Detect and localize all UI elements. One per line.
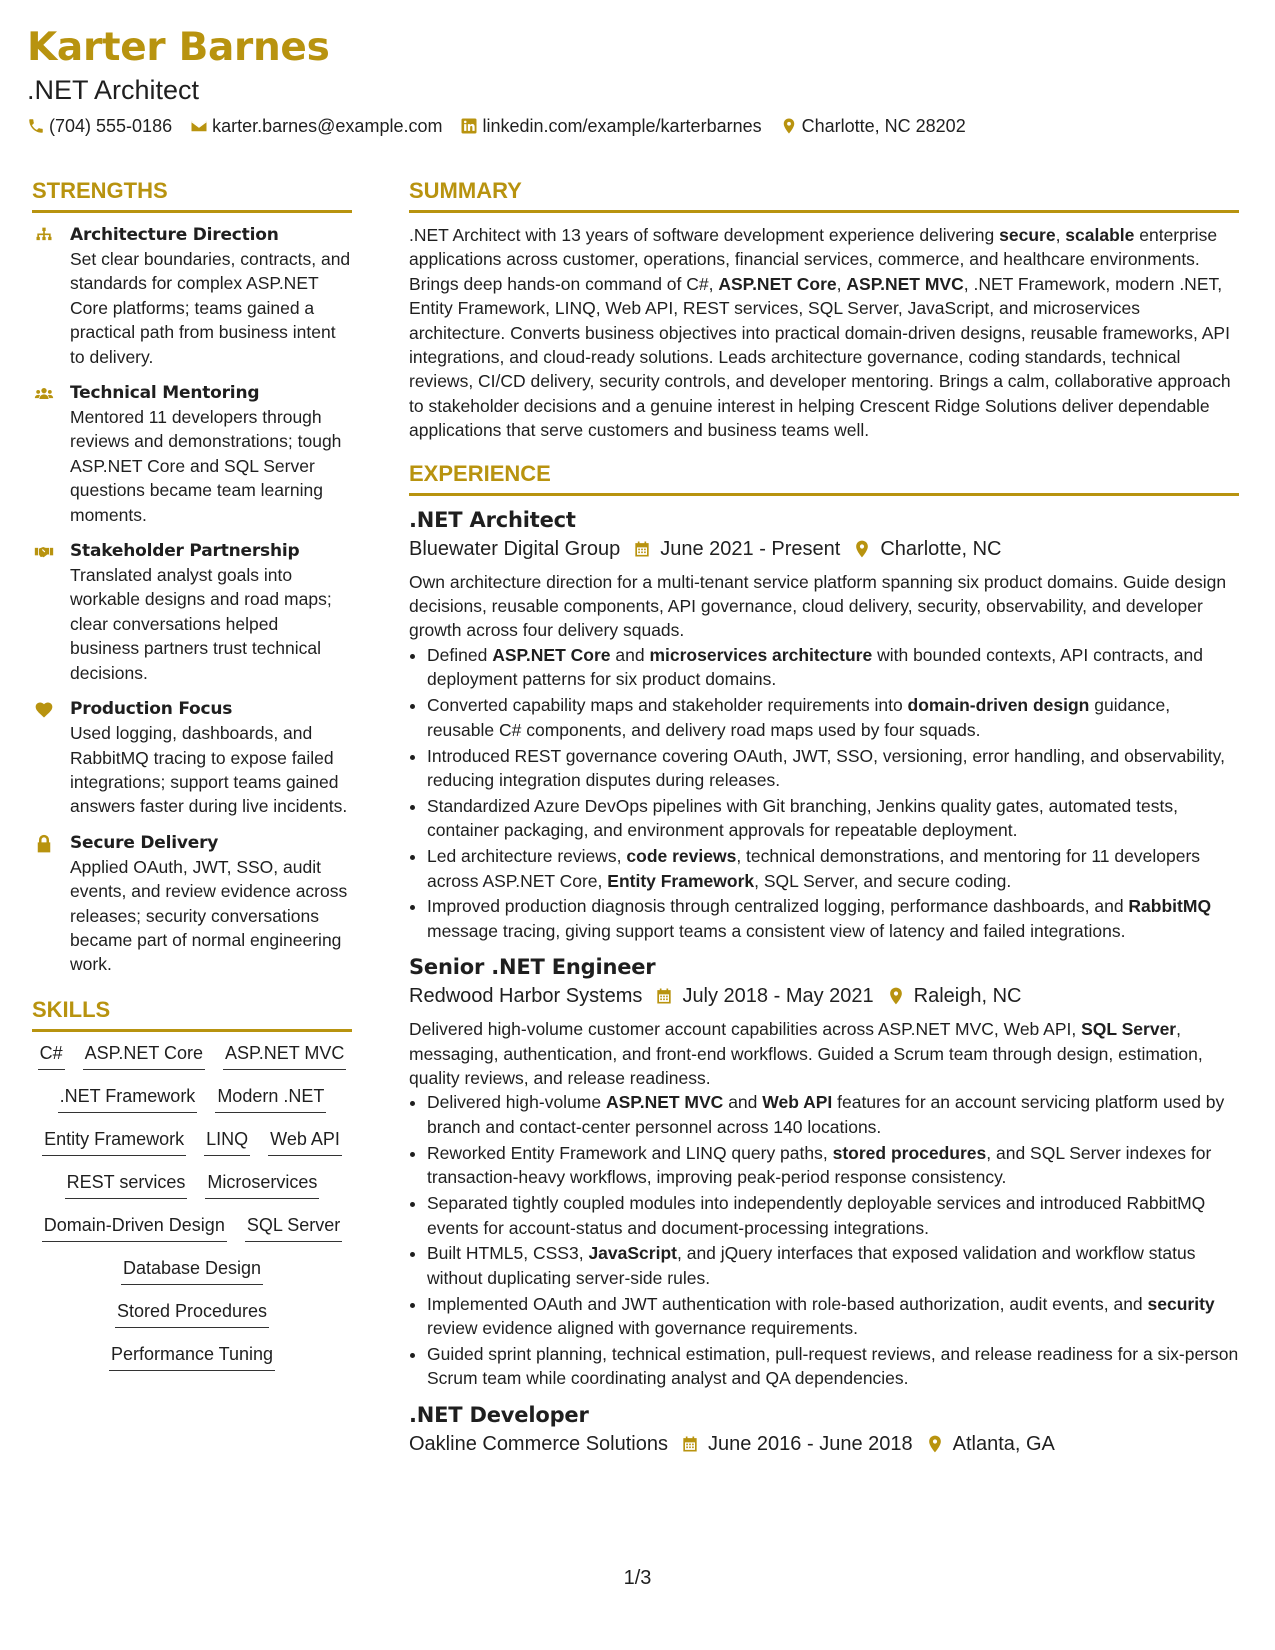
job-company: Redwood Harbor Systems — [409, 985, 643, 1008]
job-location: Charlotte, NC — [880, 537, 1002, 560]
job-description: Delivered high-volume customer account capabilities across ASP.NET MVC, Web API, SQL Server, messaging, authentication, and front-end workflows. Guided a Scrum team through design, estimation, quality reviews, and release readiness. — [409, 1019, 1203, 1089]
skill-row — [32, 1085, 352, 1113]
skill-tag: Entity Framework — [42, 1128, 186, 1156]
job-entry — [409, 953, 1239, 1391]
candidate-title: .NET Architect — [27, 75, 200, 105]
skill-tag: Database Design — [121, 1257, 263, 1285]
lock-icon — [32, 831, 70, 977]
job-meta — [409, 534, 1239, 564]
skill-row — [32, 1343, 352, 1371]
linkedin-icon — [460, 117, 478, 135]
phone-text: (704) 555-0186 — [49, 116, 173, 136]
left-column — [32, 176, 352, 1386]
map-pin-icon — [780, 117, 798, 135]
skill-tag: .NET Framework — [58, 1085, 198, 1113]
sitemap-icon — [32, 223, 70, 369]
job-location: Raleigh, NC — [913, 985, 1022, 1008]
strength-item — [32, 831, 352, 977]
strength-item — [32, 539, 352, 685]
job-bullet: • Improved production diagnosis through centralized logging, performance dashboards, and RabbitMQ message tracing, giving support teams a consistent view of latency and failed integrations. — [427, 894, 1239, 943]
skill-tag: ASP.NET MVC — [223, 1042, 346, 1070]
skill-row — [32, 1257, 352, 1285]
contact-bar — [27, 114, 1255, 138]
job-location: Atlanta, GA — [952, 1432, 1055, 1455]
strength-title: Stakeholder Partnership — [70, 541, 300, 562]
strength-description: Mentored 11 developers through reviews and demonstrations; tough ASP.NET Core and SQL Server questions became team learning moments. — [70, 407, 342, 525]
calendar-icon — [680, 1434, 700, 1454]
job-bullet: • Converted capability maps and stakeholder requirements into domain-driven design guidance, reusable C# components, and delivery road maps used by four squads. — [427, 693, 1239, 742]
job-bullet: • Delivered high-volume ASP.NET MVC and Web API features for an account servicing platform used by branch and contact-center personnel across 140 locations. — [427, 1090, 1239, 1139]
resume-header — [27, 22, 1255, 138]
experience-list — [409, 506, 1239, 1459]
skills-heading: SKILLS — [32, 995, 352, 1032]
job-title: .NET Developer — [409, 1402, 589, 1427]
skill-tag: LINQ — [204, 1128, 250, 1156]
skill-tag: SQL Server — [245, 1214, 342, 1242]
strength-description: Used logging, dashboards, and RabbitMQ tracing to expose failed integrations; support teams gained answers faster during live incidents. — [70, 723, 348, 817]
skill-tag: Web API — [268, 1128, 342, 1156]
email-text: karter.barnes@example.com — [212, 116, 443, 136]
job-bullets — [409, 643, 1239, 943]
calendar-icon — [632, 539, 652, 559]
heart-icon — [32, 697, 70, 819]
users-icon — [32, 381, 70, 527]
handshake-icon — [32, 539, 70, 685]
skill-tag: Stored Procedures — [115, 1300, 269, 1328]
skill-tag: Modern .NET — [215, 1085, 326, 1113]
job-company: Bluewater Digital Group — [409, 537, 621, 560]
skill-tag: REST services — [65, 1171, 188, 1199]
job-meta — [409, 1429, 1239, 1459]
summary-heading: SUMMARY — [409, 176, 1239, 213]
job-dates: June 2016 - June 2018 — [708, 1432, 913, 1455]
skill-tag: C# — [38, 1042, 65, 1070]
phone-icon — [27, 117, 45, 135]
job-description: Own architecture direction for a multi-tenant service platform spanning six product domains. Guide design decisions, reusable components, API governance, cloud delivery, security, observability, and developer growth across four delivery squads. — [409, 571, 1227, 641]
skill-row — [32, 1128, 352, 1156]
job-bullets — [409, 1090, 1239, 1390]
job-dates: July 2018 - May 2021 — [682, 985, 874, 1008]
skills-list — [32, 1042, 352, 1371]
job-bullet: • Separated tightly coupled modules into independently deployable services and introduced RabbitMQ events for account-status and document-processing integrations. — [427, 1191, 1239, 1240]
map-pin-icon — [925, 1434, 945, 1454]
map-pin-icon — [886, 986, 906, 1006]
job-bullet: • Standardized Azure DevOps pipelines with Git branching, Jenkins quality gates, automated tests, container packaging, and environment approvals for repeatable deployment. — [427, 794, 1239, 843]
envelope-icon — [190, 117, 208, 135]
skill-tag: Domain-Driven Design — [42, 1214, 227, 1242]
skill-row — [32, 1300, 352, 1328]
strength-item — [32, 223, 352, 369]
job-bullet: • Guided sprint planning, technical estimation, pull-request reviews, and release readiness for a six-person Scrum team while coordinating analyst and QA dependencies. — [427, 1342, 1239, 1391]
skill-tag: Performance Tuning — [109, 1343, 275, 1371]
candidate-name: Karter Barnes — [27, 25, 330, 70]
page-number: 1/3 — [623, 1567, 652, 1589]
strength-description: Applied OAuth, JWT, SSO, audit events, and review evidence across releases; security conversations became part of normal engineering work. — [70, 856, 348, 975]
strength-description: Translated analyst goals into workable designs and road maps; clear conversations helped business partners trust technical decisions. — [70, 565, 332, 683]
job-title: .NET Architect — [409, 507, 576, 532]
skill-tag: ASP.NET Core — [83, 1042, 205, 1070]
strengths-list — [32, 223, 352, 977]
skill-row — [32, 1042, 352, 1070]
job-entry — [409, 1401, 1239, 1459]
location-text: Charlotte, NC 28202 — [801, 116, 966, 136]
job-bullet: • Introduced REST governance covering OAuth, JWT, SSO, versioning, error handling, and observability, reducing integration disputes during releases. — [427, 744, 1239, 793]
strength-title: Architecture Direction — [70, 225, 279, 245]
strength-title: Secure Delivery — [70, 832, 219, 853]
contact-email[interactable] — [190, 114, 442, 138]
calendar-icon — [654, 986, 674, 1006]
strength-item — [32, 381, 352, 527]
contact-linkedin[interactable] — [460, 114, 761, 138]
right-column — [409, 176, 1239, 1469]
job-entry — [409, 506, 1239, 944]
contact-location — [780, 114, 966, 138]
job-dates: June 2021 - Present — [660, 537, 841, 560]
skill-row — [32, 1214, 352, 1242]
map-pin-icon — [852, 539, 872, 559]
skill-tag: Microservices — [205, 1171, 319, 1199]
job-bullet: • Led architecture reviews, code reviews, technical demonstrations, and mentoring for 11 developers across ASP.NET Core, Entity Framework, SQL Server, and secure coding. — [427, 844, 1239, 893]
job-bullet: • Implemented OAuth and JWT authentication with role-based authorization, audit events, and security review evidence aligned with governance requirements. — [427, 1292, 1239, 1341]
strength-title: Production Focus — [70, 699, 233, 720]
experience-heading: EXPERIENCE — [409, 459, 1239, 496]
strength-title: Technical Mentoring — [70, 383, 260, 404]
job-bullet: • Defined ASP.NET Core and microservices architecture with bounded contexts, API contracts, and deployment patterns for six product domains. — [427, 643, 1239, 692]
job-bullet: • Built HTML5, CSS3, JavaScript, and jQuery interfaces that exposed validation and workflow status without duplicating server-side rules. — [427, 1241, 1239, 1290]
job-company: Oakline Commerce Solutions — [409, 1432, 668, 1455]
job-title: Senior .NET Engineer — [409, 955, 656, 980]
strength-item — [32, 697, 352, 819]
strengths-heading: STRENGTHS — [32, 176, 352, 213]
contact-phone[interactable] — [27, 114, 172, 138]
job-meta — [409, 981, 1239, 1011]
skill-row — [32, 1171, 352, 1199]
strength-description: Set clear boundaries, contracts, and standards for complex ASP.NET Core platforms; teams gained a practical path from business intent to delivery. — [70, 249, 351, 367]
job-bullet: • Reworked Entity Framework and LINQ query paths, stored procedures, and SQL Server indexes for transaction-heavy workflows, improving peak-period response consistency. — [427, 1141, 1239, 1190]
linkedin-text: linkedin.com/example/karterbarnes — [482, 116, 762, 136]
summary-text: .NET Architect with 13 years of software development experience delivering secure, scalable enterprise applications across customer, operations, financial services, commerce, and healthcare environments. Brings deep hands-on command of C#, ASP.NET Core, ASP.NET MVC, .NET Framework, modern .NET, Entity Framework, LINQ, Web API, REST services, SQL Server, JavaScript, and microservices architecture. Converts business objectives into practical domain-driven designs, reusable frameworks, API integrations, and cloud-ready solutions. Leads architecture governance, coding standards, technical reviews, CI/CD delivery, security controls, and developer mentoring. Brings a calm, collaborative approach to stakeholder decisions and a genuine interest in helping Crescent Ridge Solutions deliver dependable applications that serve customers and business teams well. — [409, 225, 1231, 441]
